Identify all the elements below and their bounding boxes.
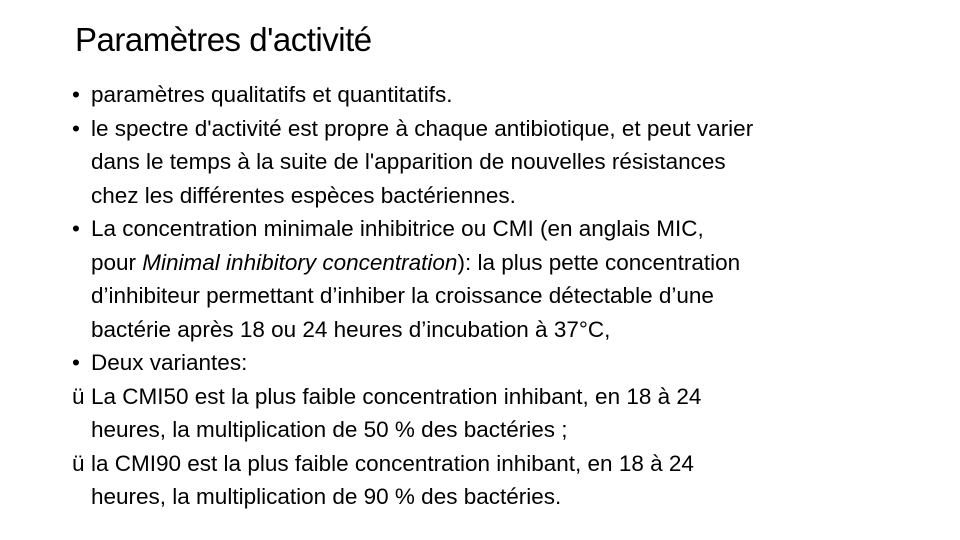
item-text-line: heures, la multiplication de 50 % des bactéries ; [91,417,568,442]
list-item [72,112,942,213]
item-text-line: La CMI50 est la plus faible concentration inhibant, en 18 à 24 [91,383,702,409]
checkmark-icon: ü [72,450,85,476]
list-item [72,447,942,514]
item-text-segment: ): la plus pette concentration [457,249,741,275]
item-text-line: bactérie après 18 ou 24 heures d’incubation à 37°C, [91,316,611,342]
list-item [72,212,942,346]
item-text-line: le spectre d'activité est propre à chaque antibiotique, et peut varier [91,115,754,141]
item-text-line: chez les différentes espèces bactériennes. [91,182,516,208]
item-text-line: dans le temps à la suite de l'apparition de nouvelles résistances [91,149,726,174]
bullet-icon: • [72,350,80,375]
list-item [72,346,942,380]
bullet-icon: • [72,82,80,107]
bullet-icon: • [72,216,80,241]
item-text-line: Deux variantes: [91,350,248,375]
item-text-line: paramètres qualitatifs et quantitatifs. [91,82,453,107]
bullet-list [72,78,942,514]
item-text-line: la CMI90 est la plus faible concentration inhibant, en 18 à 24 [91,450,694,476]
item-text-line: La concentration minimale inhibitrice ou CMI (en anglais MIC, [91,216,704,241]
item-text-line: d’inhibiteur permettant d’inhiber la croissance détectable d’une [91,283,714,308]
item-text-italic: Minimal inhibitory concentration [142,249,458,275]
list-item [72,380,942,447]
item-text-line: heures, la multiplication de 90 % des bactéries. [91,484,562,509]
list-item [72,78,942,112]
checkmark-icon: ü [72,383,85,409]
bullet-icon: • [72,115,80,141]
item-text-segment: pour [91,249,143,275]
item-text-line [91,246,942,280]
slide-title: Paramètres d'activité [75,21,372,58]
